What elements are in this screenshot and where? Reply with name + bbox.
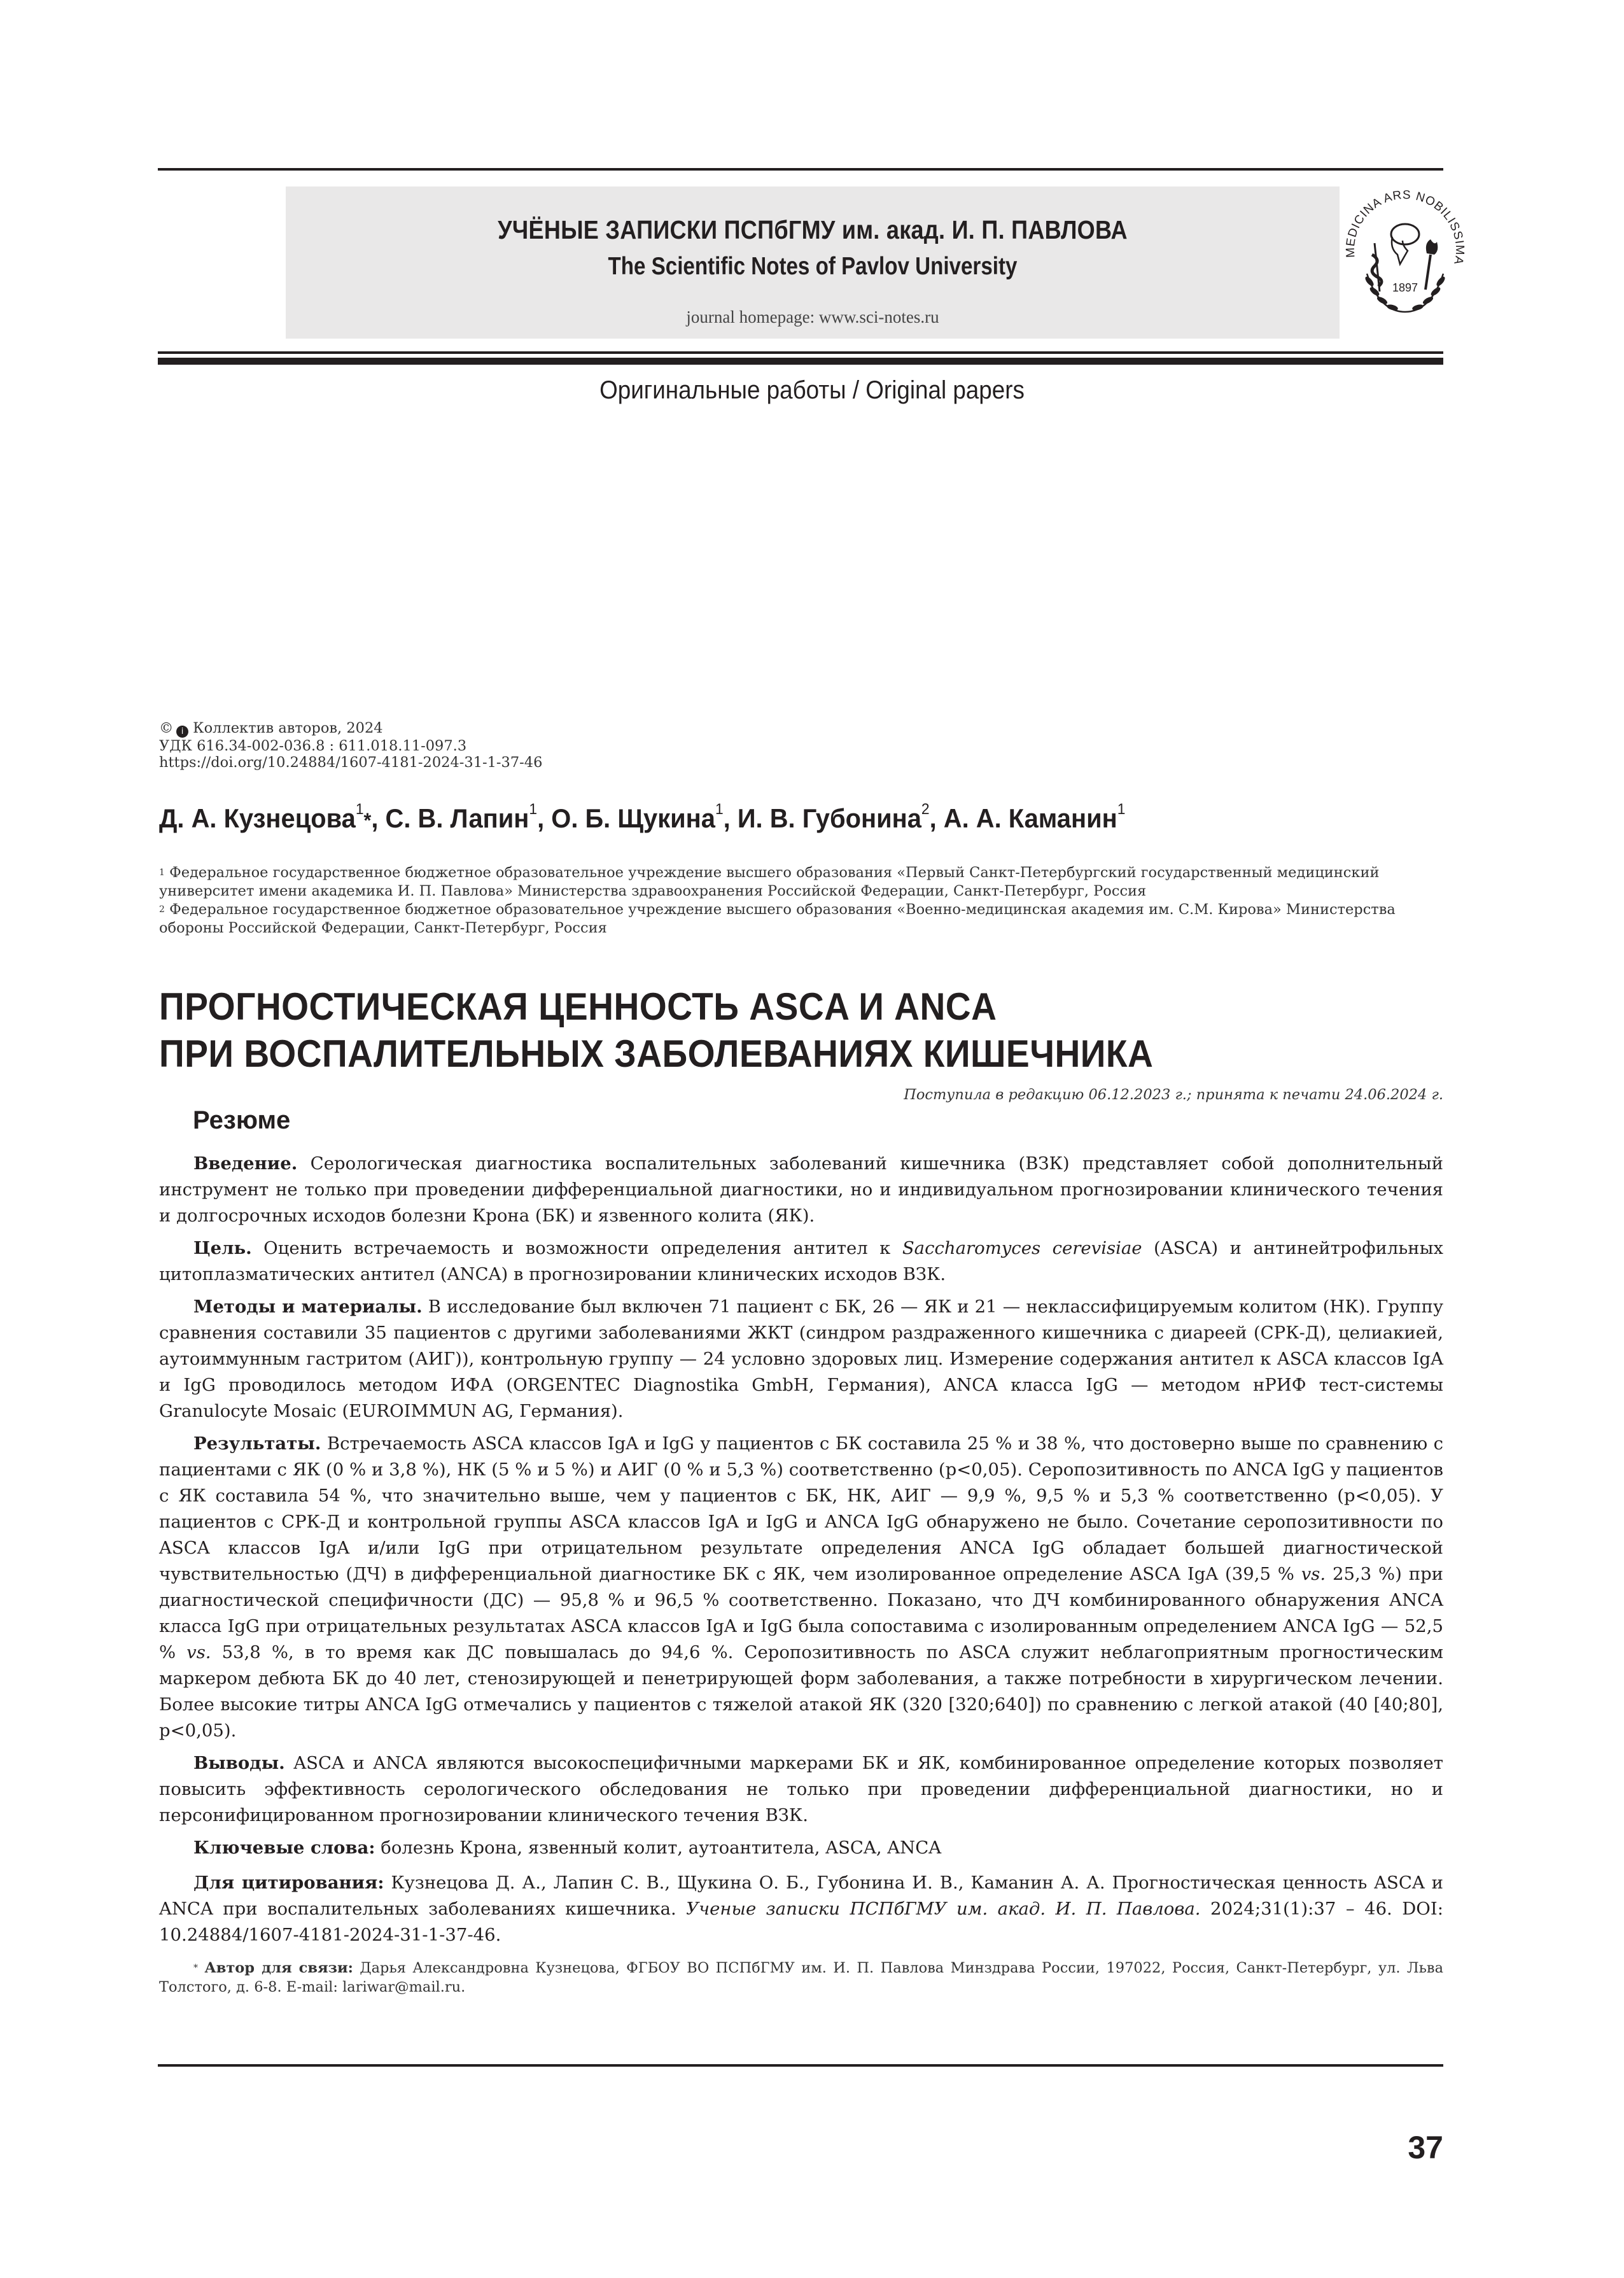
author-name: Д. А. Кузнецова	[159, 803, 356, 833]
masthead-thin-rule	[158, 351, 1443, 354]
journal-title-en: The Scientific Notes of Pavlov University	[608, 253, 1018, 280]
author-name: С. В. Лапин	[385, 803, 529, 833]
corresponding-author: * Автор для связи: Дарья Александровна Кузнецова, ФГБОУ ВО ПСПбГМУ им. И. П. Павлова Минздрава России, 197022, Россия, Санкт-Петербург, ул. Льва Толстого, д. 6-8. E-mail: lariwar@mail.ru.	[159, 1960, 1443, 1995]
journal-masthead	[286, 186, 1340, 339]
affiliation-mark: 1	[715, 801, 724, 818]
journal-homepage-link[interactable]: journal homepage: www.sci-notes.ru	[686, 307, 939, 327]
abstract-intro: Введение. Серологическая диагностика воспалительных заболеваний кишечника (ВЗК) представляет собой дополнительный инструмент не только при проведении дифференциальной диагностики, но и индивидуальном прогнозировании клинического течения и долгосрочных исходов болезни Крона (БК) и язвенного колита (ЯК).	[159, 1153, 1443, 1226]
copyright-line: © i Коллектив авторов, 2024	[159, 720, 383, 736]
article-title-line-2: ПРИ ВОСПАЛИТЕЛЬНЫХ ЗАБОЛЕВАНИЯХ КИШЕЧНИКА	[159, 1032, 1154, 1075]
affiliations	[159, 864, 1443, 938]
cc-by-icon: i	[176, 726, 188, 738]
received-dates: Поступила в редакцию 06.12.2023 г.; принята к печати 24.06.2024 г.	[904, 1086, 1443, 1103]
top-rule	[158, 168, 1443, 171]
keywords: Ключевые слова: болезнь Крона, язвенный колит, аутоантитела, ASCA, ANCA	[193, 1838, 942, 1858]
author-name: И. В. Губонина	[737, 803, 921, 833]
udc-code: УДК 616.34-002-036.8 : 611.018.11-097.3	[159, 738, 467, 754]
abstract-conclusions: Выводы. ASCA и ANCA являются высокоспецифичными маркерами БК и ЯК, комбинированное определение которых позволяет повысить эффективность серологического обследования не только при проведении дифференциальной диагностики, но и персонифицированном прогнозировании клинического течения ВЗК.	[159, 1753, 1443, 1825]
abstract-methods: Методы и материалы. В исследование был включен 71 пациент с БК, 26 — ЯК и 21 — неклассифицируемым колитом (НК). Группу сравнения составили 35 пациентов с другими заболеваниями ЖКТ (синдром раздраженного кишечника с диареей (СРК-Д), целиакией, аутоиммунным гастритом (АИГ)), контрольную группу — 24 условно здоровых лиц. Измерение содержания антител к ASCA классов IgA и IgG проводилось методом ИФА (ORGENTEC Diagnostika GmbH, Германия), ANCA класса IgG — методом нРИФ тест-системы Granulocyte Mosaic (EUROIMMUN AG, Германия).	[159, 1297, 1444, 1421]
article-title	[159, 983, 1153, 1078]
article-meta	[159, 720, 542, 771]
corresponding-mark: *	[363, 809, 372, 832]
author-name: О. Б. Щукина	[551, 803, 715, 833]
citation: Для цитирования: Кузнецова Д. А., Лапин С. В., Щукина О. Б., Губонина И. В., Каманин А. А. Прогностическая ценность ASCA и ANCA при воспалительных заболеваниях кишечника. Ученые записки ПСПбГМУ им. акад. И. П. Павлова. 2024;31(1):37 – 46. DOI: 10.24884/1607-4181-2024-31-1-37-46.	[159, 1873, 1443, 1945]
journal-title-ru: УЧЁНЫЕ ЗАПИСКИ ПСПбГМУ им. акад. И. П. ПАВЛОВА	[498, 215, 1128, 244]
author-name: А. А. Каманин	[943, 803, 1117, 833]
svg-text:MEDICINA ARS NOBILISSIMA: MEDICINA ARS NOBILISSIMA	[1343, 188, 1467, 267]
svg-text:1897: 1897	[1392, 281, 1418, 294]
abstract-body	[159, 1151, 1443, 2003]
affiliation-mark: 2	[921, 801, 930, 818]
author-list: Д. А. Кузнецова$^1$*, С. В. Лапин$^1$, О. Б. Щукина$^1$, И. В. Губонина$^2$, А. А. Каманин$^1$	[159, 801, 1126, 833]
masthead-thick-rule	[158, 358, 1443, 365]
article-title-line-1: ПРОГНОСТИЧЕСКАЯ ЦЕННОСТЬ ASCA И ANCA	[159, 985, 997, 1028]
page-number: 37	[1408, 2130, 1443, 2165]
affiliation-item: $^2$ Федеральное государственное бюджетное образовательное учреждение высшего образования «Военно-медицинская академия им. С.М. Кирова» Министерства обороны Российской Федерации, Санкт-Петербург, Россия	[159, 901, 1396, 936]
affiliation-mark: 1	[529, 801, 538, 818]
abstract-aim: Цель. Оценить встречаемость и возможности определения антител к Saccharomyces cerevisiae (ASCA) и антинейтрофильных цитоплазматических антител (ANCA) в прогнозировании клинических исходов ВЗК.	[159, 1238, 1443, 1284]
affiliation-mark: 1	[1117, 801, 1126, 818]
abstract-results: Результаты. Встречаемость ASCA классов IgA и IgG у пациентов с БК составила 25 % и 38 %, что достоверно выше по сравнению с пациентами с ЯК (0 % и 3,8 %), НК (5 % и 5 %) и АИГ (0 % и 5,3 %) соответственно (p<0,05). Серопозитивность по ANCA IgG у пациентов с ЯК составила 54 %, что значительно выше, чем у пациентов с БК, НК, АИГ — 9,9 %, 9,5 % и 5,3 % соответственно (p<0,05). У пациентов с СРК-Д и контрольной группы ASCA классов IgA и IgG и ANCA IgG обнаружено не было. Сочетание серопозитивности по ASCA классов IgA и/или IgG при отрицательном результате определения ANCA IgG обладает большей диагностической чувствительностью (ДЧ) в дифференциальной диагностике БК с ЯК, чем изолированное определение ASCA IgA (39,5 % vs. 25,3 %) при диагностической специфичности (ДС) — 95,8 % и 96,5 % соответственно. Показано, что ДЧ комбинированного обнаружения ANCA класса IgG при отрицательных результатах ASCA классов IgA и IgG была сопоставима с изолированным определением ANCA IgG — 52,5 % vs. 53,8 %, в то время как ДС повышалась до 94,6 %. Серопозитивность по ASCA служит неблагоприятным прогностическим маркером дебюта БК до 40 лет, стенозирующей и пенетрирующей форм заболевания, а также потребности в хирургическом лечении. Более высокие титры ANCA IgG отмечались у пациентов с тяжелой атакой ЯК (320 [320;640]) по сравнению с легкой атакой (40 [40;80], p<0,05).	[159, 1433, 1443, 1741]
university-seal-icon	[1341, 185, 1469, 318]
section-label: Оригинальные работы / Original papers	[599, 376, 1025, 404]
footer-rule	[158, 2064, 1443, 2067]
doi-link[interactable]: https://doi.org/10.24884/1607-4181-2024-31-1-37-46	[159, 754, 543, 771]
abstract-heading: Резюме	[193, 1106, 291, 1134]
affiliation-mark: 1	[355, 801, 364, 818]
copyright-icon: ©	[159, 720, 176, 736]
affiliation-item: $^1$ Федеральное государственное бюджетное образовательное учреждение высшего образования «Первый Санкт-Петербургский государственный медицинский университет имени академика И. П. Павлова» Министерства здравоохранения Российской Федерации, Санкт-Петербург, Россия	[159, 864, 1380, 899]
